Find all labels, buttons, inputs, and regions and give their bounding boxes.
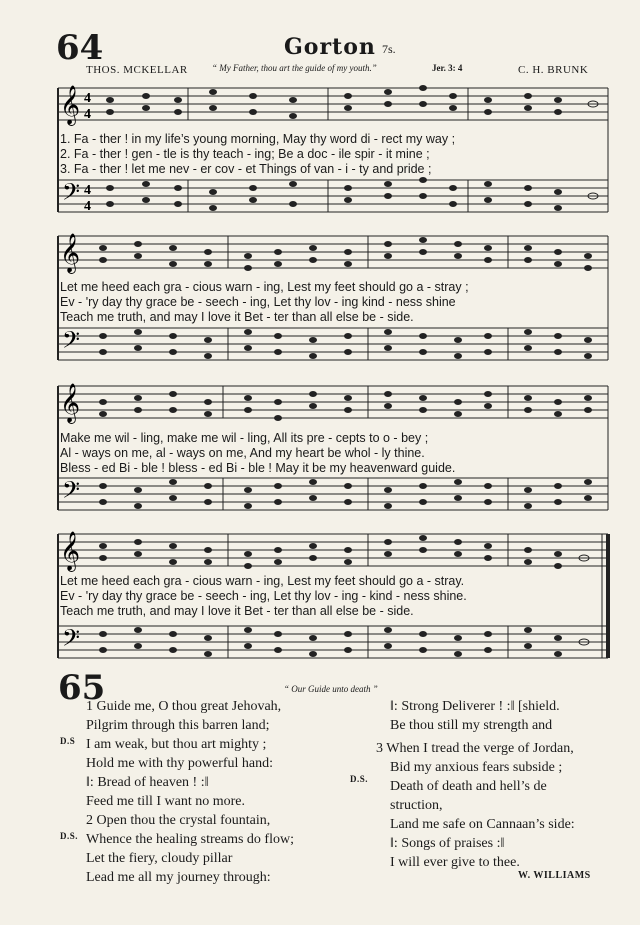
right-line-3: 3 When I tread the verge of Jordan, (376, 741, 574, 756)
system-4-verse-3: Teach me truth, and may I love it Bet - ter than all else be - side. (60, 604, 414, 618)
right-line-1: ‖: Strong Deliverer ! :‖ [shield. (390, 699, 560, 714)
system-1-verse-3: 3. Fa - ther ! let me nev - er cov - et Things of van - i - ty and pride ; (60, 162, 432, 176)
hymn-number-64: 64 (56, 28, 104, 68)
system-4-verse-2: Ev - 'ry day thy grace be - seech - ing, Let thy lov - ing - kind - ness shine. (60, 589, 467, 603)
svg-text:𝄞: 𝄞 (60, 531, 81, 571)
left-line-5: ‖: Bread of heaven ! :‖ (86, 775, 209, 790)
system-3-verse-3: Bless - ed Bi - ble ! bless - ed Bi - ble ! May it be my heavenward guide. (60, 461, 456, 475)
hymn-65-left-column (86, 697, 294, 887)
svg-text:𝄢: 𝄢 (62, 326, 81, 359)
system-4-verse-1: Let me heed each gra - cious warn - ing, Lest my feet should go a - stray. (60, 574, 465, 588)
svg-text:𝄞: 𝄞 (60, 383, 81, 423)
svg-text:𝄢: 𝄢 (62, 624, 81, 657)
svg-text:𝄞: 𝄞 (60, 233, 81, 273)
svg-text:4: 4 (84, 107, 91, 122)
left-line-8: Whence the healing streams do flow; (86, 832, 294, 847)
system-1-verse-2: 2. Fa - ther ! gen - tle is thy teach - ing; Be a doc - ile spir - it mine ; (60, 147, 430, 161)
system-3-verse-2: Al - ways on me, al - ways on me, And my heart be whol - ly thine. (60, 446, 425, 460)
system-2-verse-3: Teach me truth, and may I love it Bet - ter than all else be - side. (60, 310, 414, 324)
left-line-1: 1 Guide me, O thou great Jehovah, (86, 699, 282, 714)
scripture-motto: “ My Father, thou art the guide of my youth.” (212, 63, 377, 73)
left-line-4: Hold me with thy powerful hand: (86, 756, 274, 771)
system-2-verse-1: Let me heed each gra - cious warn - ing, Lest my feet should go a - stray ; (60, 280, 469, 294)
ds-mark-right: D.S. (350, 774, 369, 784)
hymn-title: Gorton (284, 34, 376, 60)
left-line-10: Lead me all my journey through: (86, 870, 271, 885)
left-line-7: 2 Open thou the crystal fountain, (86, 813, 271, 828)
left-line-6: Feed me till I want no more. (86, 794, 246, 809)
right-line-6: struction, (390, 798, 443, 813)
hymn-65-motto: “ Our Guide unto death ” (284, 684, 378, 694)
hymn-meter: 7s. (382, 42, 396, 56)
left-line-9: Let the fiery, cloudy pillar (86, 851, 233, 866)
system-3-verse-1: Make me wil - ling, make me wil - ling, All its pre - cepts to o - bey ; (60, 431, 429, 445)
right-line-9: I will ever give to thee. (390, 855, 520, 870)
lyricist-credit: THOS. MCKELLAR (86, 64, 188, 76)
composer-credit: C. H. BRUNK (518, 64, 589, 76)
svg-text:𝄢: 𝄢 (62, 476, 81, 509)
right-line-7: Land me safe on Cannaan’s side: (390, 817, 575, 832)
right-line-4: Bid my anxious fears subside ; (390, 760, 563, 775)
ds-mark-2: D.S. (60, 831, 79, 841)
ds-mark-1: D.S (60, 736, 76, 746)
left-line-2: Pilgrim through this barren land; (86, 718, 270, 733)
svg-text:4: 4 (84, 199, 91, 214)
system-1-verse-1: 1. Fa - ther ! in my life’s young morning, May thy word di - rect my way ; (60, 132, 456, 146)
svg-text:𝄞: 𝄞 (60, 85, 81, 125)
left-line-3: I am weak, but thou art mighty ; (86, 737, 267, 752)
svg-text:𝄢: 𝄢 (62, 178, 81, 211)
svg-text:4: 4 (84, 183, 91, 198)
hymn-number-65: 65 (58, 668, 106, 708)
hymn-65-author: W. WILLIAMS (518, 870, 591, 881)
scripture-reference: Jer. 3: 4 (432, 63, 463, 73)
system-2-verse-2: Ev - 'ry day thy grace be - seech - ing, Let thy lov - ing kind - ness shine (60, 295, 456, 309)
right-line-8: ‖: Songs of praises :‖ (390, 836, 505, 851)
right-line-2: Be thou still my strength and (390, 718, 553, 733)
right-line-5: Death of death and hell’s de (390, 779, 547, 794)
svg-text:4: 4 (84, 91, 91, 106)
hymn-65-right-column (376, 697, 575, 872)
